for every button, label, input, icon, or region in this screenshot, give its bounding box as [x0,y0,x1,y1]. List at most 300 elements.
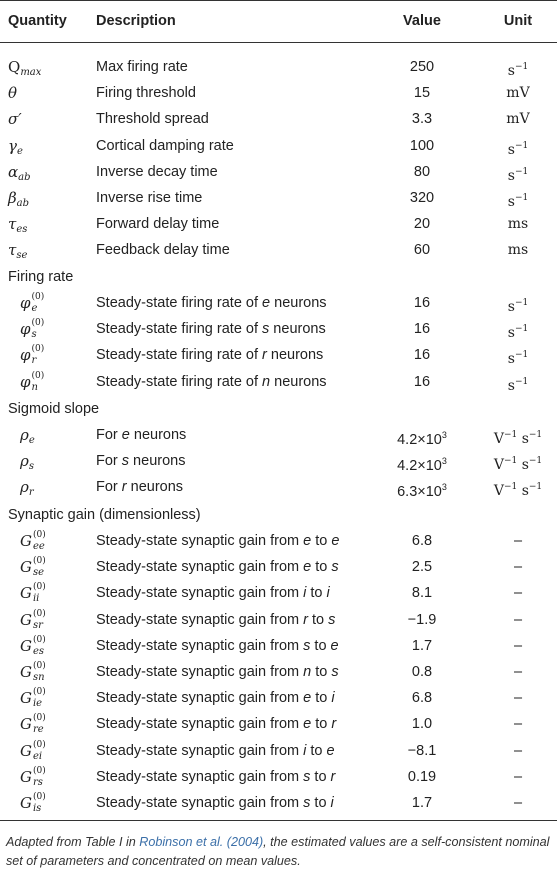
unit-text [508,168,528,184]
value-exponent: 3 [441,482,447,493]
symbol-superscript: (0) [31,344,45,355]
quantity-symbol [20,316,53,342]
unit: – [513,716,523,733]
description-text: For [96,427,122,443]
symbol [8,241,28,262]
description: Cortical damping rate [96,137,234,154]
unit: – [513,795,523,811]
unit-base: mV [506,111,530,128]
table-row [0,80,557,106]
unit-base: ms [507,242,529,259]
symbol-base: G [20,767,32,786]
symbol-subscript: ab [16,198,30,209]
table-row [0,685,557,711]
unit-text [508,378,528,394]
description-text: to [310,637,331,654]
symbol-base: τ [8,241,17,260]
description-variable: e [303,716,312,733]
description: Inverse decay time [96,163,218,180]
top-rule [0,0,557,1]
symbol-superscript: (0) [32,739,46,750]
symbol-subscript: n [31,381,38,393]
symbol-subscript: ab [18,171,31,183]
symbol-base: G [20,532,32,550]
table-row [0,448,557,474]
symbol-subscript: se [32,567,45,579]
quantity-symbol [20,764,54,790]
unit-text [508,63,528,79]
description [96,659,339,685]
symbol-subscript: e [28,435,35,446]
description-variable: i [331,690,335,707]
description [96,607,335,633]
value: 80 [413,163,431,180]
quantity-symbol [20,342,53,368]
symbol-subscript: es [32,645,45,657]
value: 1.7 [411,637,433,654]
description-text: For [96,453,122,470]
description-text: neurons [270,295,327,311]
unit-exponent: −1 [514,193,529,203]
description [96,711,336,737]
symbol-indices [31,294,53,314]
description-text: Steady-state synaptic gain from [96,716,304,733]
unit [482,133,554,159]
table-row [0,554,557,580]
value: 20 [413,216,431,233]
unit-base: mV [506,85,530,102]
symbol [8,84,17,102]
symbol [20,344,53,367]
symbol-superscript: (0) [32,634,46,645]
value [368,422,476,448]
description-text: neurons [266,347,324,364]
unit: – [513,742,523,759]
unit-text [508,325,528,341]
description-variable: r [262,347,267,364]
value: 1.0 [411,716,433,733]
symbol-subscript: ie [32,698,43,710]
table-row [0,790,557,816]
unit [482,106,554,132]
symbol-base: G [20,610,32,629]
symbol-indices [32,794,54,814]
quantity-symbol [20,711,54,737]
unit [482,185,554,211]
description [96,369,327,395]
description-variable: r [330,768,336,785]
unit-base: s [507,325,515,342]
table-row [0,633,557,659]
symbol-superscript: (0) [32,687,46,698]
symbol-base: φ [20,294,31,312]
unit [482,54,554,80]
description-text: neurons [129,453,186,470]
table-row [0,159,557,185]
symbol-superscript: (0) [31,370,45,381]
unit: – [513,533,523,549]
table-row [0,711,557,737]
symbol [20,739,54,762]
symbol-base: φ [20,320,31,339]
description-text: Steady-state synaptic gain from [96,742,304,759]
symbol-subscript: is [32,803,42,814]
description-text: Steady-state synaptic gain from [96,533,304,549]
symbol-indices [32,689,54,709]
table-row [0,211,557,237]
description [96,316,326,342]
symbol-superscript: (0) [32,608,46,619]
symbol-base: G [20,558,32,577]
unit-text [508,142,528,158]
value-exponent: 3 [441,430,447,440]
unit-exponent: −1 [503,430,518,440]
value [368,474,476,500]
description-variable: s [331,664,339,680]
symbol-base: φ [20,346,31,365]
unit [482,474,554,500]
symbol-indices [31,320,53,340]
table-caption [6,833,554,871]
caption-post: , the estimated values are a self-consistent nominal set of parameters and concentrated on mean values. [6,835,550,868]
symbol [8,58,41,76]
value: −1.9 [407,611,437,628]
table-row [0,133,557,159]
symbol-subscript: s [28,461,34,473]
description-variable: s [121,453,130,470]
value: 0.19 [407,768,437,785]
description-text: neurons [270,373,327,390]
value-mantissa: 4.2×10 [397,458,442,475]
unit-base: s [507,299,515,315]
symbol [20,532,54,550]
unit-text [494,483,542,499]
unit-exponent: −1 [528,430,543,440]
symbol [8,189,29,207]
symbol-superscript: (0) [32,792,46,802]
quantity-symbol [20,580,54,606]
description-text: to [311,533,332,549]
description-text: Steady-state synaptic gain from [96,768,304,785]
description: Max firing rate [96,59,188,75]
symbol-base: β [8,189,17,207]
citation-link[interactable]: Robinson et al. (2004) [139,835,264,849]
description-variable: s [303,637,311,654]
quantity-symbol [8,54,41,80]
symbol-indices [32,765,54,788]
description-variable: e [121,427,130,443]
quantity-symbol [20,474,34,500]
table-row [0,580,557,606]
table-row [0,237,557,263]
header-row [0,8,557,34]
description-variable: i [330,795,334,811]
symbol-superscript: (0) [32,530,46,540]
header-rule [0,42,557,43]
unit-text [506,85,529,101]
description-text: Steady-state synaptic gain from [96,559,304,576]
symbol-indices [32,634,54,657]
unit-text [508,216,528,232]
description-text: Steady-state synaptic gain from [96,585,304,602]
unit-exponent: −1 [514,298,529,308]
description-text: to [310,795,331,811]
unit: – [513,637,523,654]
symbol-subscript: s [31,329,37,341]
unit: – [513,585,523,602]
quantity-symbol [20,448,34,474]
description: Feedback delay time [96,242,230,259]
section-sigmoid-slope: Sigmoid slope [8,401,100,417]
description-text: neurons [129,427,187,443]
description-text: Steady-state firing rate of [96,347,263,364]
table-row [0,528,557,554]
bottom-rule [0,820,557,821]
description [96,685,335,711]
symbol-superscript: (0) [31,318,45,329]
description-text: For [96,479,122,496]
unit: – [513,559,523,576]
description-text: to [311,664,332,680]
symbol-base: G [20,741,32,760]
symbol-subscript: sr [32,619,43,631]
description-text: to [311,690,332,707]
value: 250 [409,59,435,75]
symbol [20,426,35,444]
symbol-base: φ [20,372,31,391]
table-row [0,185,557,211]
symbol-subscript: re [32,724,44,736]
value: 6.8 [411,533,433,549]
symbol [8,163,31,181]
unit-text [508,242,528,258]
symbol-base: θ [8,84,18,103]
table-row [0,342,557,368]
symbol-subscript: r [31,355,37,367]
description [96,422,186,448]
description [96,633,339,659]
symbol [20,663,54,681]
value: 15 [413,85,431,102]
value: 16 [413,373,431,390]
description [96,342,323,368]
unit: – [513,768,523,785]
symbol [20,687,54,710]
description-text: Steady-state synaptic gain from [96,795,304,811]
symbol [20,370,53,393]
description-variable: r [303,611,308,628]
quantity-symbol [20,790,54,816]
table-row [0,369,557,395]
symbol-indices [31,346,53,366]
unit [482,448,554,474]
unit-base: s [521,431,529,447]
unit-exponent: −1 [528,456,543,467]
unit-exponent: −1 [514,376,529,387]
value-exponent: 3 [441,456,447,467]
description-variable: s [262,321,270,338]
unit-base: V [493,457,504,474]
unit [482,159,554,185]
description-variable: n [262,373,271,390]
symbol-base: Q [8,58,21,76]
quantity-symbol [20,659,54,685]
description-text: Steady-state firing rate of [96,321,263,338]
description [96,474,183,500]
header-quantity: Quantity [8,13,67,29]
description-text: Steady-state synaptic gain from [96,637,304,654]
value: 6.8 [411,690,433,707]
description-text: Steady-state firing rate of [96,373,263,390]
table-row [0,316,557,342]
quantity-symbol [20,369,53,395]
header-value: Value [403,13,441,29]
description: Firing threshold [96,85,196,102]
unit [482,369,554,395]
unit-exponent: −1 [514,62,529,72]
symbol-subscript: rs [32,776,43,788]
symbol-base: τ [8,215,17,234]
symbol-indices [32,663,54,683]
description [96,764,335,790]
symbol-indices [32,558,54,578]
symbol [20,318,53,341]
description-variable: r [331,716,337,733]
symbol [20,765,54,788]
table-row [0,54,557,80]
description-text: neurons [126,479,184,496]
description-variable: s [331,559,339,576]
description [96,738,335,764]
caption-pre: Adapted from Table I in [6,835,140,849]
unit: – [513,664,523,680]
quantity-symbol [20,607,54,633]
unit-exponent: −1 [503,482,518,493]
symbol-base: ρ [20,478,29,497]
description [96,580,330,606]
quantity-symbol [8,133,23,159]
description-text: Steady-state synaptic gain from [96,664,304,680]
unit-base: s [507,194,515,210]
unit-base: ms [507,216,529,233]
quantity-symbol [20,738,54,764]
unit-text [508,351,528,367]
description-variable: e [303,559,312,576]
unit-base: V [493,483,504,500]
symbol [20,294,53,312]
symbol-base: α [8,162,19,181]
quantity-symbol [8,237,27,263]
description-text: to [307,611,329,628]
unit-base: s [521,457,529,474]
description [96,790,334,816]
symbol-superscript: (0) [32,713,46,724]
symbol-subscript: r [28,487,34,499]
description-variable: e [303,690,312,707]
description: Threshold spread [96,111,209,128]
value: 2.5 [411,559,433,576]
value-mantissa: 6.3×10 [397,484,442,501]
unit: – [513,690,523,707]
value: 16 [413,321,431,338]
value: 8.1 [411,585,433,602]
description [96,448,185,474]
symbol-base: G [20,715,32,734]
description-variable: r [121,479,127,496]
section-firing-rate: Firing rate [8,269,74,285]
quantity-symbol [20,528,54,554]
unit [482,316,554,342]
quantity-symbol [8,106,22,132]
description-text: Steady-state synaptic gain from [96,690,304,707]
quantity-symbol [20,422,35,448]
symbol-superscript: (0) [32,556,46,567]
unit: – [513,611,523,628]
unit-base: s [507,167,515,184]
section-synaptic-gain: Synaptic gain (dimensionless) [8,507,201,523]
symbol-superscript: (0) [32,661,46,671]
unit-base: s [507,377,515,394]
symbol-subscript: es [16,224,28,236]
description-variable: i [326,585,330,602]
symbol-base: σ′ [8,110,22,129]
unit-base: s [507,141,515,158]
symbol-subscript: ee [32,541,45,552]
symbol-base: γ [8,136,17,155]
value: 3.3 [411,111,433,128]
symbol-subscript: ii [32,593,40,605]
unit-exponent: −1 [503,456,518,467]
description-variable: e [330,637,339,654]
symbol-indices [32,584,54,604]
unit [482,237,554,263]
symbol-base: G [20,689,32,708]
symbol [20,794,54,812]
value [368,448,476,474]
table-row [0,764,557,790]
description-text: to [306,585,327,602]
description-text: neurons [269,321,326,338]
symbol-indices [31,370,53,393]
symbol-base: ρ [20,426,29,444]
table-row [0,738,557,764]
symbol-indices [32,532,54,552]
quantity-symbol [20,290,53,316]
symbol-subscript: e [16,145,23,157]
symbol [8,137,23,155]
symbol-subscript: max [20,67,42,78]
description-variable: n [303,664,312,680]
symbol-base: G [20,794,32,812]
description-variable: e [262,295,271,311]
value: 16 [413,347,431,364]
symbol-superscript: (0) [31,292,45,302]
table-row [0,290,557,316]
unit-exponent: −1 [514,324,529,335]
table-row [0,474,557,500]
value: 16 [413,295,431,311]
description-variable: i [303,742,307,759]
description-text: Steady-state firing rate of [96,295,263,311]
description [96,290,327,316]
description: Forward delay time [96,216,220,233]
description-variable: s [303,795,311,811]
unit-text [494,457,542,473]
description-text: to [306,742,327,759]
description-variable: e [331,533,340,549]
unit [482,422,554,448]
symbol-base: G [20,663,32,681]
